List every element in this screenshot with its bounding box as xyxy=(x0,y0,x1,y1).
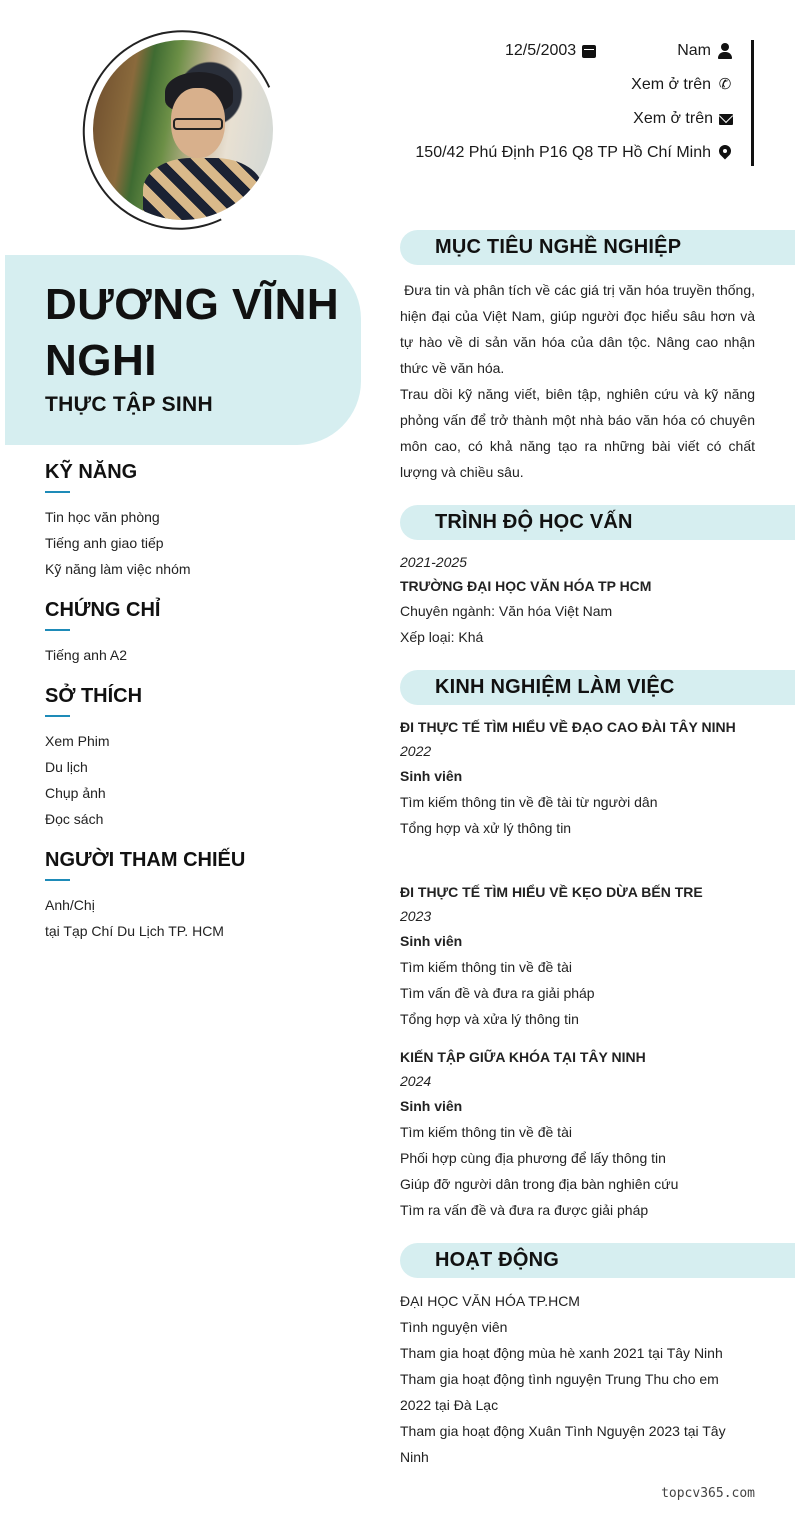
activities-header xyxy=(400,1243,795,1278)
certificate-item: Tiếng anh A2 xyxy=(45,647,127,663)
activities-title: HOẠT ĐỘNG xyxy=(435,1249,560,1271)
experience-item xyxy=(400,1045,755,1223)
hobbies-title: SỞ THÍCH xyxy=(45,685,143,707)
education-body xyxy=(400,550,755,650)
section-underline xyxy=(45,491,70,493)
references-title: NGƯỜI THAM CHIẾU xyxy=(45,849,246,871)
experience-year: 2023 xyxy=(400,908,432,924)
reference-item: tại Tạp Chí Du Lịch TP. HCM xyxy=(45,923,224,939)
email-text: Xem ở trên xyxy=(633,110,713,127)
education-title: TRÌNH ĐỘ HỌC VẤN xyxy=(435,511,633,533)
dob-row xyxy=(505,42,596,60)
experience-position: Sinh viên xyxy=(400,933,463,949)
section-underline xyxy=(45,715,70,717)
hobby-item: Du lịch xyxy=(45,759,88,775)
phone-text: Xem ở trên xyxy=(631,76,711,93)
activities-role: Tình nguyện viên xyxy=(400,1319,508,1335)
experience-task: Tìm ra vấn đề và đưa ra được giải pháp xyxy=(400,1202,649,1218)
education-major: Chuyên ngành: Văn hóa Việt Nam xyxy=(400,603,613,619)
experience-name: KIẾN TẬP GIỮA KHÓA TẠI TÂY NINH xyxy=(400,1049,646,1065)
phone-icon: ✆ xyxy=(718,76,732,93)
education-school: TRƯỜNG ĐẠI HỌC VĂN HÓA TP HCM xyxy=(400,578,652,594)
experience-year: 2024 xyxy=(400,1073,432,1089)
experience-task: Giúp đỡ người dân trong địa bàn nghiên cứu xyxy=(400,1176,679,1192)
section-underline xyxy=(45,879,70,881)
hobby-item: Xem Phim xyxy=(45,733,110,749)
experience-header xyxy=(400,670,795,705)
mail-icon xyxy=(719,114,733,125)
experience-task: Tổng hợp và xử lý thông tin xyxy=(400,820,572,836)
hobbies-section xyxy=(45,685,365,832)
email-row xyxy=(633,110,733,128)
activity-item: Tham gia hoạt động Xuân Tình Nguyện 2023 tại Tây Ninh xyxy=(400,1423,726,1465)
experience-name: ĐI THỰC TẾ TÌM HIỂU VỀ ĐẠO CAO ĐÀI TÂY NINH xyxy=(400,719,736,735)
gender-text: Nam xyxy=(677,42,711,59)
objective-paragraph: Trau dồi kỹ năng viết, biên tập, nghiên cứu và kỹ năng phỏng vấn để trở thành một nhà báo văn hóa có chuyên môn cao, có khả năng tạo ra những bài viết có chất lượng và chiều sâu. xyxy=(400,386,755,480)
reference-item: Anh/Chị xyxy=(45,897,95,913)
experience-position: Sinh viên xyxy=(400,768,463,784)
education-period: 2021-2025 xyxy=(400,554,467,570)
certificates-section xyxy=(45,599,365,668)
full-name: DƯƠNG VĨNH NGHI xyxy=(45,280,340,385)
watermark-text: topcv365.com xyxy=(661,1486,755,1501)
skill-item: Tin học văn phòng xyxy=(45,509,160,525)
education-header xyxy=(400,505,795,540)
activity-item: Tham gia hoạt động tình nguyện Trung Thu cho em 2022 tại Đà Lạc xyxy=(400,1371,727,1413)
name-card xyxy=(5,255,361,445)
hobby-item: Đọc sách xyxy=(45,811,104,827)
skills-title: KỸ NĂNG xyxy=(45,461,138,483)
objective-header xyxy=(400,230,795,265)
objective-paragraph: Đưa tin và phân tích về các giá trị văn hóa truyền thống, hiện đại của Việt Nam, giúp người đọc hiểu sâu hơn và tự hào về di sản văn hóa của dân tộc. Nâng cao nhận thức về văn hóa. xyxy=(400,282,759,376)
experience-title: KINH NGHIỆM LÀM VIỆC xyxy=(435,676,675,698)
skills-section xyxy=(45,461,365,582)
dob-text: 12/5/2003 xyxy=(505,42,577,59)
activities-org: ĐẠI HỌC VĂN HÓA TP.HCM xyxy=(400,1293,580,1309)
experience-name: ĐI THỰC TẾ TÌM HIỂU VỀ KẸO DỪA BẾN TRE xyxy=(400,884,703,900)
phone-row xyxy=(631,76,733,94)
experience-item xyxy=(400,880,755,1032)
experience-task: Tìm vấn đề và đưa ra giải pháp xyxy=(400,985,595,1001)
objective-body xyxy=(400,277,759,485)
job-title: THỰC TẬP SINH xyxy=(45,393,213,416)
activity-item: Tham gia hoạt động mùa hè xanh 2021 tại Tây Ninh xyxy=(400,1345,723,1361)
experience-year: 2022 xyxy=(400,743,432,759)
experience-item xyxy=(400,715,755,841)
experience-task: Tìm kiếm thông tin về đề tài xyxy=(400,959,572,975)
experience-task: Tìm kiếm thông tin về đề tài xyxy=(400,1124,572,1140)
avatar xyxy=(93,40,273,220)
address-text: 150/42 Phú Định P16 Q8 TP Hồ Chí Minh xyxy=(415,144,711,161)
location-pin-icon xyxy=(717,145,733,161)
experience-position: Sinh viên xyxy=(400,1098,463,1114)
user-icon xyxy=(717,43,733,59)
experience-task: Phối hợp cùng địa phương để lấy thông tin xyxy=(400,1150,666,1166)
certificates-title: CHỨNG CHỈ xyxy=(45,599,161,621)
experience-task: Tìm kiếm thông tin về đề tài từ người dân xyxy=(400,794,658,810)
gender-row xyxy=(677,42,733,60)
objective-title: MỤC TIÊU NGHỀ NGHIỆP xyxy=(435,236,682,258)
address-row xyxy=(415,144,733,162)
calendar-icon xyxy=(582,45,596,58)
contact-block xyxy=(400,40,754,166)
activities-body xyxy=(400,1288,755,1470)
education-grade: Xếp loại: Khá xyxy=(400,629,484,645)
skill-item: Tiếng anh giao tiếp xyxy=(45,535,164,551)
section-underline xyxy=(45,629,70,631)
skill-item: Kỹ năng làm việc nhóm xyxy=(45,561,191,577)
references-section xyxy=(45,849,365,944)
experience-task: Tổng hợp và xửa lý thông tin xyxy=(400,1011,579,1027)
hobby-item: Chụp ảnh xyxy=(45,785,106,801)
